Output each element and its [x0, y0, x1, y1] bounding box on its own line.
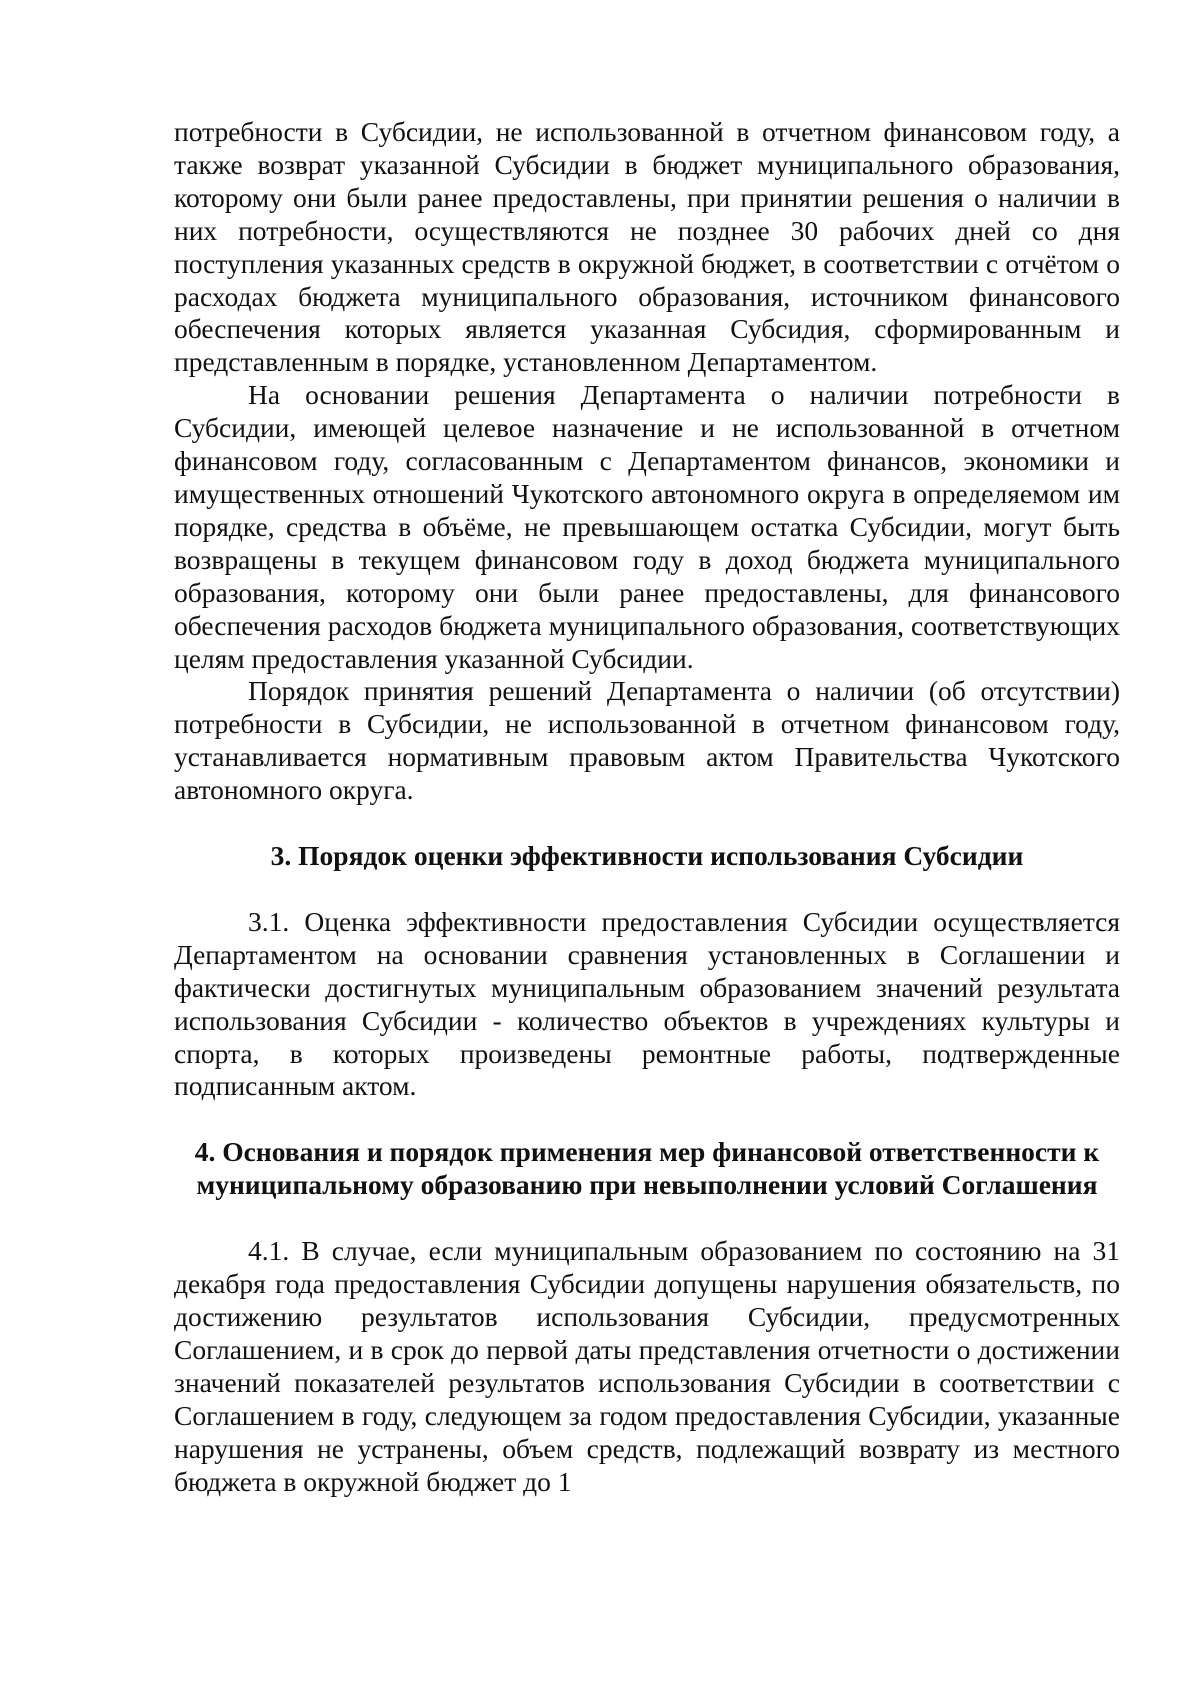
- paragraph-return-decision: На основании решения Департамента о наличии потребности в Субсидии, имеющей целевое назначение и не использованной в отчетном финансовом году, согласованным с Департаментом финансов, экономики и имущественных отношений Чукотского автономного округа в определяемом им порядке, средства в объёме, не превышающем остатка Субсидии, могут быть возвращены в текущем финансовом году в доход бюджета муниципального образования, которому они были ранее предоставлены, для финансового обеспечения расходов бюджета муниципального образования, соответствующих целям предоставления указанной Субсидии.: [174, 379, 1120, 674]
- section-3-paragraph-1: 3.1. Оценка эффективности предоставления Субсидии осуществляется Департаментом на основании сравнения установленных в Соглашении и фактически достигнутых муниципальным образованием значений результата использования Субсидии - количество объектов в учреждениях культуры и спорта, в которых произведены ремонтные работы, подтвержденные подписанным актом.: [174, 905, 1120, 1102]
- section-4-paragraph-1: 4.1. В случае, если муниципальным образованием по состоянию на 31 декабря года предоставления Субсидии допущены нарушения обязательств, по достижению результатов использования Субсидии, предусмотренных Соглашением, и в срок до первой даты представления отчетности о достижении значений показателей результатов использования Субсидии в соответствии с Соглашением в году, следующем за годом предоставления Субсидии, указанные нарушения не устранены, объем средств, подлежащий возврату из местного бюджета в окружной бюджет до 1: [174, 1235, 1120, 1497]
- section-4-heading: 4. Основания и порядок применения мер финансовой ответственности к муниципальному образованию при невыполнении условий Соглашения: [194, 1136, 1100, 1201]
- section-3-heading: 3. Порядок оценки эффективности использования Субсидии: [270, 840, 1024, 872]
- paragraph-continuation: потребности в Субсидии, не использованной в отчетном финансовом году, а также возврат указанной Субсидии в бюджет муниципального образования, которому они были ранее предоставлены, при принятии решения о наличии в них потребности, осуществляются не позднее 30 рабочих дней со дня поступления указанных средств в окружной бюджет, в соответствии с отчётом о расходах бюджета муниципального образования, источником финансового обеспечения которых является указанная Субсидия, сформированным и представленным в порядке, установленном Департаментом.: [174, 116, 1120, 378]
- document-page: [174, 116, 1120, 1498]
- paragraph-decision-procedure: Порядок принятия решений Департамента о наличии (об отсутствии) потребности в Субсидии, не использованной в отчетном финансовом году, устанавливается нормативным правовым актом Правительства Чукотского автономного округа.: [174, 675, 1120, 806]
